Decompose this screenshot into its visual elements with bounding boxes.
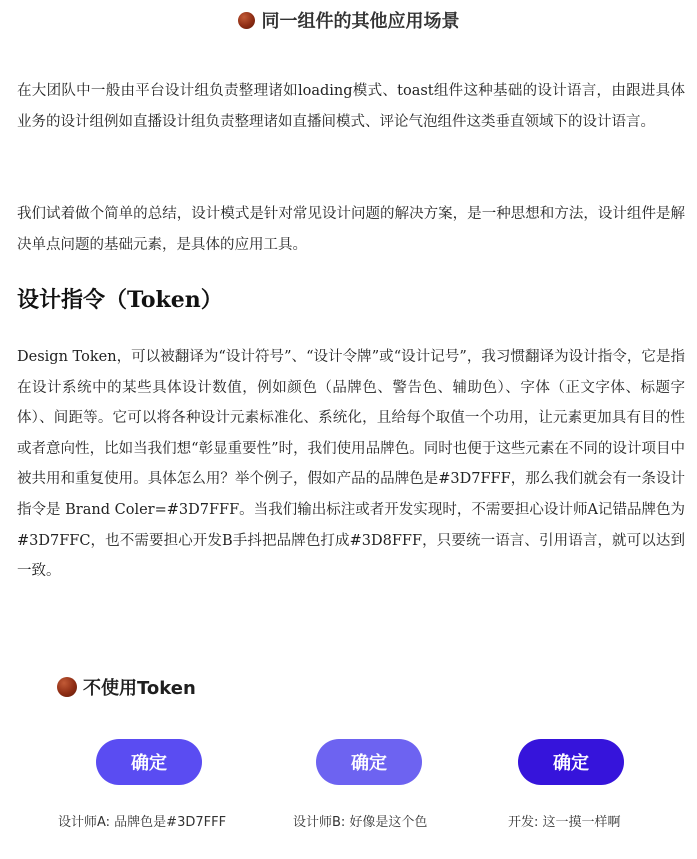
caption-designer-a: 设计师A: 品牌色是#3D7FFF <box>58 815 227 830</box>
token-section-title: 设计指令（Token） <box>17 287 223 313</box>
no-token-heading <box>57 674 196 700</box>
caption-designer-b: 设计师B: 好像是这个色 <box>293 815 428 830</box>
confirm-button-designer-b[interactable]: 确定 <box>316 739 422 785</box>
paragraph-summary: 我们试着做个简单的总结，设计模式是针对常见设计问题的解决方案，是一种思想和方法，设计组件是解决单点问题的基础元素，是具体的应用工具。 <box>17 206 685 253</box>
caption-developer: 开发: 这一摸一样啊 <box>508 815 621 830</box>
chestnut-bullet-icon <box>238 12 255 29</box>
confirm-button-designer-a[interactable]: 确定 <box>96 739 202 785</box>
section-heading <box>0 6 697 34</box>
no-token-heading-text: 不使用Token <box>83 678 196 699</box>
confirm-button-developer[interactable]: 确定 <box>518 739 624 785</box>
paragraph-design-token: Design Token，可以被翻译为“设计符号”、“设计令牌”或“设计记号”，我习惯翻译为设计指令，它是指在设计系统中的某些具体设计数值，例如颜色（品牌色、警告色、辅助色）、字体（正文字体、标题字体）、间距等。它可以将各种设计元素标准化、系统化，且给每个取值一个功用，让元素更加具有目的性或者意向性，比如当我们想“彰显重要性”时，我们使用品牌色。同时也便于这些元素在不同的设计项目中被共用和重复使用。具体怎么用？举个例子，假如产品的品牌色是#3D7FFF，那么我们就会有一条设计指令是 Brand Coler=#3D7FFF。当我们输出标注或者开发实现时，不需要担心设计师A记错品牌色为#3D7FFC，也不需要担心开发B手抖把品牌色打成#3D8FFF，只要统一语言、引用语言，就可以达到一致。 <box>17 349 685 580</box>
section-heading-text: 同一组件的其他应用场景 <box>261 11 460 32</box>
chestnut-bullet-icon <box>57 677 77 697</box>
paragraph-team-design-language: 在大团队中一般由平台设计组负责整理诸如loading模式、toast组件这种基础的设计语言，由跟进具体业务的设计组例如直播设计组负责整理诸如直播间模式、评论气泡组件这类垂直领域下的设计语言。 <box>17 83 685 130</box>
